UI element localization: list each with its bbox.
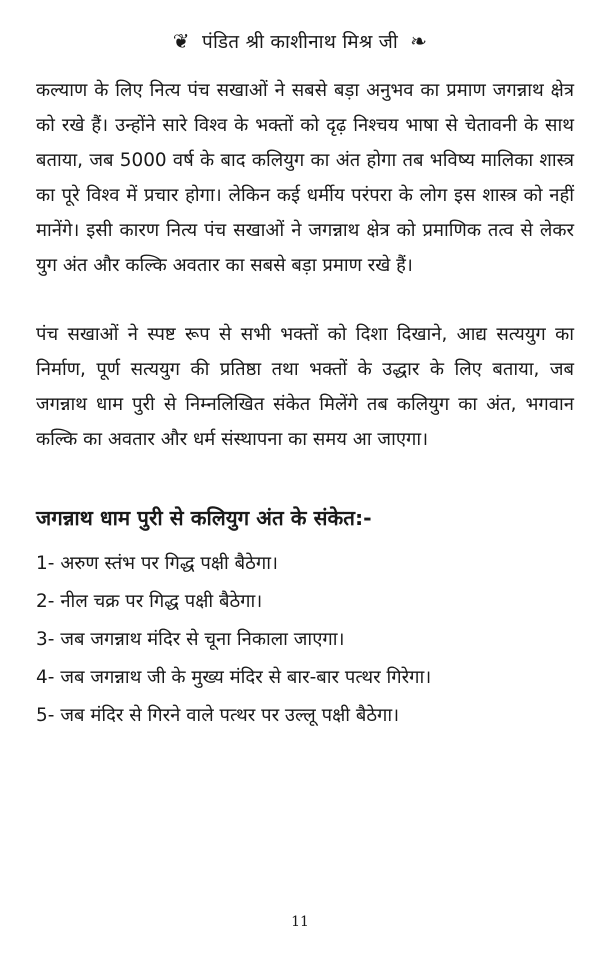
- running-header: [0, 28, 600, 54]
- list-item: [36, 697, 574, 735]
- page-content: [36, 73, 574, 735]
- list-item-number: 4-: [36, 667, 55, 688]
- list-item: [36, 545, 574, 583]
- signs-list: [36, 545, 574, 735]
- ornament-left-icon: ❦: [172, 29, 190, 53]
- list-item-text: जब जगन्नाथ मंदिर से चूना निकाला जाएगा।: [60, 629, 345, 650]
- list-item-text: जब जगन्नाथ जी के मुख्य मंदिर से बार-बार पत्थर गिरेगा।: [60, 667, 432, 688]
- page-number: 11: [291, 914, 309, 930]
- list-item-number: 3-: [36, 629, 55, 650]
- list-item: [36, 621, 574, 659]
- list-item-text: अरुण स्तंभ पर गिद्ध पक्षी बैठेगा।: [60, 553, 278, 574]
- list-item-text: जब मंदिर से गिरने वाले पत्थर पर उल्लू पक्षी बैठेगा।: [60, 705, 400, 726]
- header-title: पंडित श्री काशीनाथ मिश्र जी: [202, 31, 398, 53]
- list-item: [36, 659, 574, 697]
- list-item-number: 5-: [36, 705, 55, 726]
- paragraph-2: पंच सखाओं ने स्पष्ट रूप से सभी भक्तों को दिशा दिखाने, आद्य सत्ययुग का निर्माण, पूर्ण सत्ययुग की प्रतिष्ठा तथा भक्तों के उद्धार के लिए बताया, जब जगन्नाथ धाम पुरी से निम्नलिखित संकेत मिलेंगे तब कलियुग का अंत, भगवान कल्कि का अवतार और धर्म संस्थापना का समय आ जाएगा।: [36, 324, 574, 450]
- list-item-number: 2-: [36, 591, 55, 612]
- list-item: [36, 583, 574, 621]
- list-item-text: नील चक्र पर गिद्ध पक्षी बैठेगा।: [60, 591, 263, 612]
- paragraph-1: कल्याण के लिए नित्य पंच सखाओं ने सबसे बड़ा अनुभव का प्रमाण जगन्नाथ क्षेत्र को रखे हैं। उन्होंने सारे विश्व के भक्तों को दृढ़ निश्चय भाषा से चेतावनी के साथ बताया, जब 5000 वर्ष के बाद कलियुग का अंत होगा तब भविष्य मालिका शास्त्र का पूरे विश्व में प्रचार होगा। लेकिन कई धर्मीय परंपरा के लोग इस शास्त्र को नहीं मानेंगे। इसी कारण नित्य पंच सखाओं ने जगन्नाथ क्षेत्र को प्रमाणिक तत्व से लेकर युग अंत और कल्कि अवतार का सबसे बड़ा प्रमाण रखे हैं।: [36, 80, 574, 276]
- section-heading: जगन्नाथ धाम पुरी से कलियुग अंत के संकेत:-: [36, 506, 372, 530]
- ornament-right-icon: ❧: [410, 29, 428, 53]
- list-item-number: 1-: [36, 553, 55, 574]
